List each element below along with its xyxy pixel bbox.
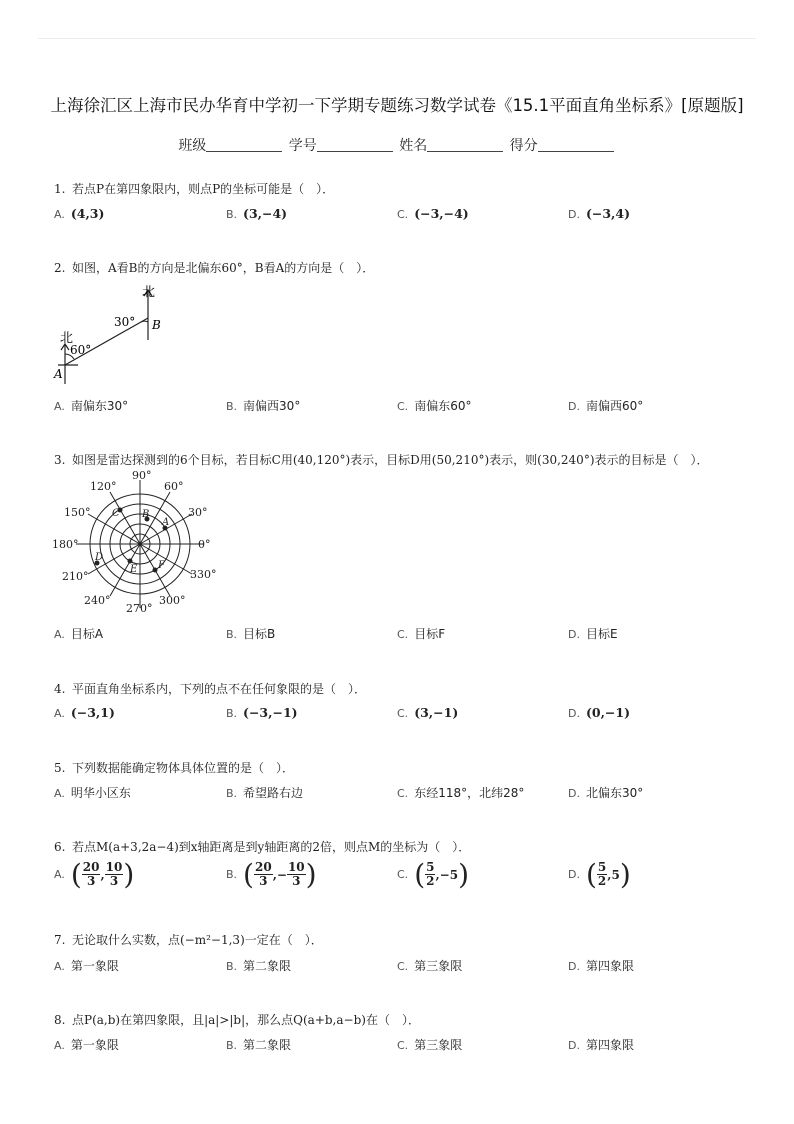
radar-angle-label: 300° [159, 594, 186, 607]
option-text: (3,−4) [243, 206, 288, 221]
name-field[interactable] [427, 137, 503, 152]
question-number: 7. [54, 933, 66, 947]
options-5 [54, 784, 754, 804]
radar-target-label: E [130, 564, 138, 575]
option-value: −5 [439, 867, 459, 882]
option-c[interactable] [397, 957, 462, 974]
option-label: A. [54, 1039, 65, 1052]
angle-label-b: 30° [114, 315, 136, 329]
question-number: 5. [54, 761, 66, 775]
option-text: 目标F [414, 627, 446, 641]
question-number: 8. [54, 1013, 66, 1027]
option-text: 希望路右边 [243, 786, 304, 800]
question-1 [54, 180, 334, 197]
radar-angle-label: 210° [62, 570, 89, 583]
numerator: 20 [254, 860, 272, 875]
question-6 [54, 838, 470, 855]
question-text: 若点P在第四象限内，则点P的坐标可能是（ ）． [72, 182, 335, 196]
option-text: 南偏西60° [585, 399, 644, 413]
numerator: 20 [82, 860, 100, 875]
option-value: 5 [611, 867, 620, 882]
page-title: 上海徐汇区上海市民办华育中学初一下学期专题练习数学试卷《15.1平面直角坐标系》[原题版] [50, 96, 744, 115]
option-text: (−3,−1) [243, 705, 298, 720]
option-a[interactable] [54, 397, 128, 414]
denominator: 3 [259, 874, 268, 888]
option-label: A. [54, 787, 65, 800]
option-text: 南偏东30° [70, 399, 129, 413]
option-label: C. [397, 707, 409, 720]
option-label: B. [226, 707, 238, 720]
option-label: C. [397, 1039, 409, 1052]
option-d[interactable] [568, 705, 630, 720]
question-number: 4. [54, 682, 66, 696]
numerator: 5 [597, 860, 607, 875]
separator: , [435, 867, 440, 882]
question-3 [54, 451, 709, 468]
point-label-a: A [54, 367, 63, 381]
option-a[interactable] [54, 206, 104, 221]
north-label-a: 北 [60, 331, 74, 346]
score-field[interactable] [538, 137, 614, 152]
option-text: 北偏东30° [585, 786, 644, 800]
option-text: 南偏西30° [243, 399, 301, 413]
option-c[interactable] [397, 1036, 462, 1053]
radar-angle-label: 180° [52, 538, 79, 551]
separator: , [272, 867, 277, 882]
option-label: D. [568, 400, 580, 413]
question-5 [54, 759, 294, 776]
fraction [287, 861, 306, 887]
id-field[interactable] [317, 137, 393, 152]
denominator: 3 [86, 874, 96, 888]
option-a[interactable] [54, 705, 115, 720]
separator: , [607, 867, 612, 882]
id-label: 学号 [288, 138, 317, 154]
option-text: 南偏东60° [414, 399, 472, 413]
option-text: 目标B [243, 627, 276, 641]
radar-angle-label: 120° [90, 480, 117, 493]
option-d[interactable] [568, 1036, 634, 1053]
option-text: 东经118°，北纬28° [414, 786, 525, 800]
question-number: 1. [54, 182, 66, 196]
denominator: 2 [426, 874, 435, 888]
option-a[interactable] [54, 1036, 119, 1053]
north-label-b: 北 [142, 285, 156, 300]
radar-angle-label: 0° [198, 538, 211, 551]
option-text: 第二象限 [243, 1038, 292, 1052]
point-label-b: B [152, 318, 161, 332]
fraction [425, 861, 435, 887]
options-1 [54, 206, 754, 226]
option-a[interactable]: A. ( $\frac{20}{3}$ , $\frac{10}{3}$ ) [54, 858, 135, 891]
option-text: 第一象限 [70, 1038, 119, 1052]
top-divider [38, 38, 756, 39]
radar-angle-label: 240° [84, 594, 111, 607]
option-text: 第二象限 [243, 959, 292, 973]
options-4 [54, 705, 754, 725]
option-label: D. [568, 960, 580, 973]
option-c[interactable]: C. ( $\frac{5}{2}$ , −5 ) [397, 858, 470, 891]
student-info-line [0, 135, 794, 155]
denominator: 3 [292, 874, 301, 888]
options-8 [54, 1036, 754, 1056]
option-text: 第一象限 [70, 959, 119, 973]
direction-figure [50, 280, 180, 388]
option-text: 第三象限 [414, 959, 463, 973]
option-label: B. [226, 960, 238, 973]
option-label: A. [54, 400, 65, 413]
option-text: (−3,−4) [414, 206, 469, 221]
score-label: 得分 [509, 138, 538, 154]
option-c[interactable] [397, 784, 524, 801]
option-c[interactable] [397, 705, 458, 720]
radar-target-label: C [112, 508, 120, 519]
option-c[interactable] [397, 206, 469, 221]
radar-target-label: F [158, 560, 165, 571]
option-label: D. [568, 707, 580, 720]
question-number: 3. [54, 453, 66, 467]
option-b[interactable] [226, 625, 275, 642]
numerator: 10 [287, 860, 305, 875]
question-text: 平面直角坐标系内，下列的点不在任何象限的是（ ）． [72, 682, 367, 696]
option-b[interactable] [226, 957, 291, 974]
question-text: 如图是雷达探测到的6个目标，若目标C用(40,120°)表示，目标D用(50,210°)表示，则(30,240°)表示的目标是（ ）． [72, 453, 709, 467]
option-label: B. [226, 628, 238, 641]
radar-target-label: D [95, 552, 104, 563]
option-label: A. [54, 960, 65, 973]
angle-label-a: 60° [70, 343, 92, 357]
question-text: 下列数据能确定物体具体位置的是（ ）． [72, 761, 295, 775]
radar-angle-label: 30° [188, 506, 208, 519]
question-text: 如图，A看B的方向是北偏东60°，B看A的方向是（ ）． [72, 261, 375, 275]
question-4 [54, 680, 366, 697]
option-label: D. [568, 208, 580, 221]
question-text: 点P(a,b)在第四象限，且|a|>|b|，那么点Q(a+b,a−b)在（ ）． [72, 1013, 420, 1027]
option-label: D. [568, 787, 580, 800]
radar-figure [50, 468, 230, 616]
option-a[interactable] [54, 957, 119, 974]
option-a[interactable] [54, 625, 103, 642]
radar-angle-label: 150° [64, 506, 91, 519]
option-label: C. [397, 400, 409, 413]
question-number: 6. [54, 840, 66, 854]
numerator: 10 [105, 860, 123, 875]
option-text: 目标A [70, 627, 104, 641]
radar-target-label: A [162, 517, 170, 528]
option-label: C. [397, 787, 409, 800]
option-label: C. [397, 868, 409, 881]
option-text: (3,−1) [414, 705, 459, 720]
options-6 [54, 858, 754, 898]
option-b[interactable] [226, 1036, 291, 1053]
radar-angle-label: 330° [190, 568, 217, 581]
option-b[interactable] [226, 784, 303, 801]
option-b[interactable]: B. ( $\frac{20}{3}$ , − $\frac{10}{3}$ ) [226, 858, 317, 891]
option-label: D. [568, 1039, 580, 1052]
option-label: B. [226, 868, 238, 881]
option-label: D. [568, 868, 580, 881]
option-text: (−3,1) [70, 705, 115, 720]
option-label: B. [226, 1039, 238, 1052]
radar-target-label: B [142, 509, 150, 520]
option-d[interactable] [568, 397, 643, 414]
option-text: 目标E [585, 627, 618, 641]
option-a[interactable] [54, 784, 131, 801]
radar-angle-label: 90° [132, 469, 152, 482]
option-text: 第四象限 [585, 1038, 634, 1052]
option-text: 第三象限 [414, 1038, 463, 1052]
fraction [254, 861, 273, 887]
question-number: 2. [54, 261, 66, 275]
separator: , [100, 867, 105, 882]
options-2 [54, 397, 754, 417]
minus-sign: − [276, 867, 287, 882]
option-label: B. [226, 208, 238, 221]
option-d[interactable] [568, 625, 618, 642]
class-field[interactable] [206, 137, 282, 152]
option-label: D. [568, 628, 580, 641]
option-label: A. [54, 208, 65, 221]
denominator: 3 [109, 874, 119, 888]
option-text: (−3,4) [585, 206, 631, 221]
name-label: 姓名 [399, 138, 428, 154]
option-d[interactable]: D. ( $\frac{5}{2}$ , 5 ) [568, 858, 631, 891]
option-label: C. [397, 628, 409, 641]
option-text: 明华小区东 [70, 786, 131, 800]
numerator: 5 [426, 860, 435, 875]
option-text: 第四象限 [585, 959, 634, 973]
options-7 [54, 957, 754, 977]
option-label: C. [397, 960, 409, 973]
question-8 [54, 1011, 420, 1028]
option-b[interactable] [226, 397, 300, 414]
option-c[interactable] [397, 625, 445, 642]
options-3 [54, 625, 754, 645]
question-text: 无论取什么实数，点(−m²−1,3)一定在（ ）． [72, 933, 323, 947]
option-label: C. [397, 208, 409, 221]
radar-angle-label: 60° [164, 480, 184, 493]
option-d[interactable] [568, 206, 630, 221]
option-text: (0,−1) [585, 705, 631, 720]
question-2 [54, 259, 374, 276]
denominator: 2 [597, 874, 607, 888]
class-label: 班级 [178, 138, 207, 154]
fraction [105, 861, 124, 887]
question-text: 若点M(a+3,2a−4)到x轴距离是到y轴距离的2倍，则点M的坐标为（ ）． [72, 840, 471, 854]
option-label: A. [54, 707, 65, 720]
option-d[interactable] [568, 784, 643, 801]
radar-angle-label: 270° [126, 602, 153, 615]
option-label: A. [54, 868, 65, 881]
fraction [82, 861, 101, 887]
question-7 [54, 931, 323, 948]
option-c[interactable] [397, 397, 471, 414]
option-d[interactable] [568, 957, 634, 974]
option-label: B. [226, 400, 238, 413]
option-label: B. [226, 787, 238, 800]
option-text: (4,3) [70, 206, 105, 221]
option-label: A. [54, 628, 65, 641]
option-b[interactable] [226, 206, 287, 221]
option-b[interactable] [226, 705, 298, 720]
fraction [597, 861, 607, 887]
